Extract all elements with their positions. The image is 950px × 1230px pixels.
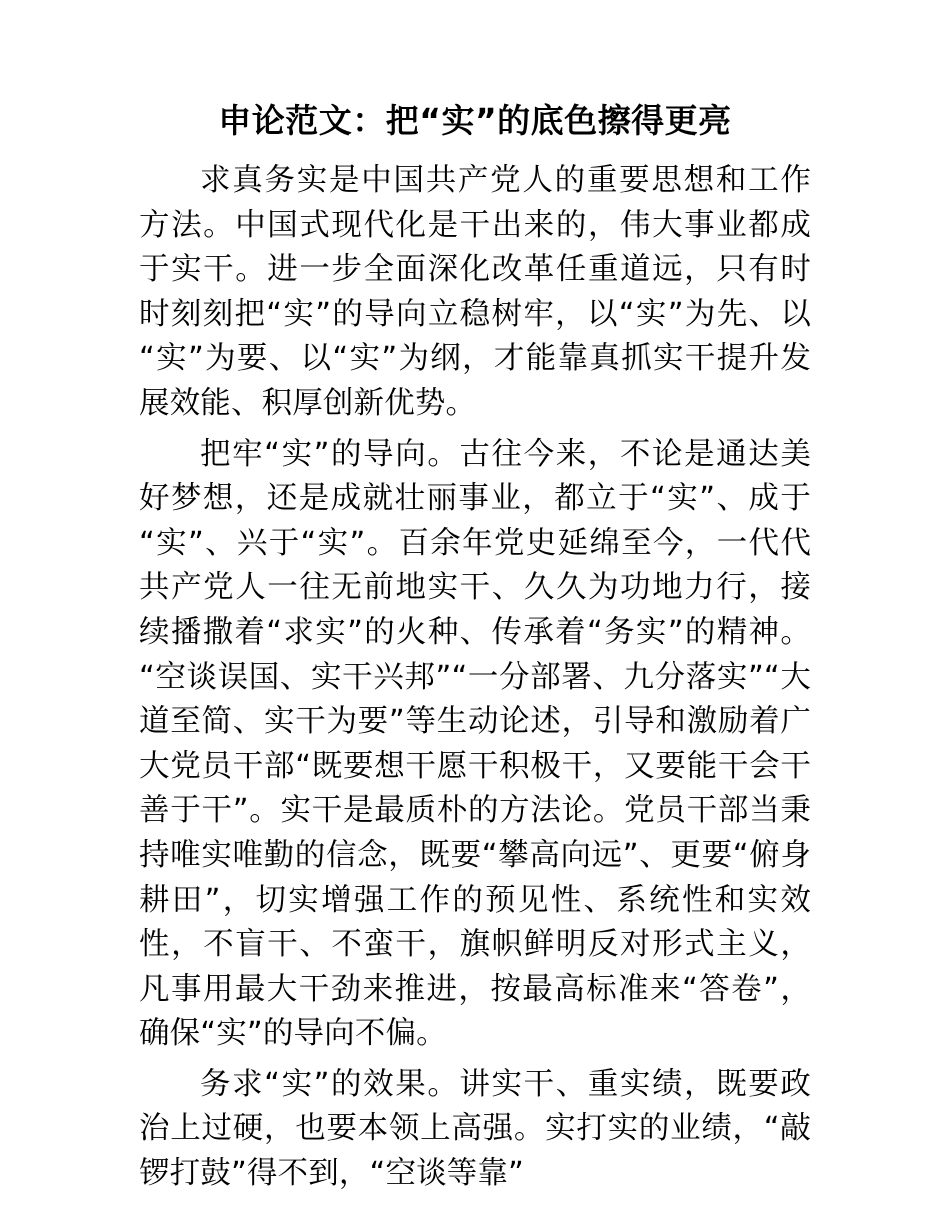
paragraph-intro: 求真务实是中国共产党人的重要思想和工作方法。中国式现代化是干出来的，伟大事业都成于实干。进一步全面深化改革任重道远，只有时时刻刻把“实”的导向立稳树牢，以“实”为先、以“实”为要、以“实”为纲，才能靠真抓实干提升发展效能、积厚创新优势。 [139, 163, 811, 421]
paragraph-section-one: 把牢“实”的导向。古往今来，不论是通达美好梦想，还是成就壮丽事业，都立于“实”、成于“实”、兴于“实”。百余年党史延绵至今，一代代共产党人一往无前地实干、久久为功地力行，接续播撒着“求实”的火种、传承着“务实”的精神。“空谈误国、实干兴邦”“一分部署、九分落实”“大道至简、实干为要”等生动论述，引导和激励着广大党员干部“既要想干愿干积极干，又要能干会干善于干”。实干是最质朴的方法论。党员干部当秉持唯实唯勤的信念，既要“攀高向远”、更要“俯身耕田”，切实增强工作的预见性、系统性和实效性，不盲干、不蛮干，旗帜鲜明反对形式主义，凡事用最大干劲来推进，按最高标准来“答卷”，确保“实”的导向不偏。 [139, 436, 811, 1052]
page-title: 申论范文：把“实”的底色擦得更亮 [218, 101, 732, 140]
paragraph-section-two: 务求“实”的效果。讲实干、重实绩，既要政治上过硬，也要本领上高强。实打实的业绩，“敲锣打鼓”得不到，“空谈等靠” [139, 1066, 811, 1192]
document-body [139, 97, 811, 1197]
